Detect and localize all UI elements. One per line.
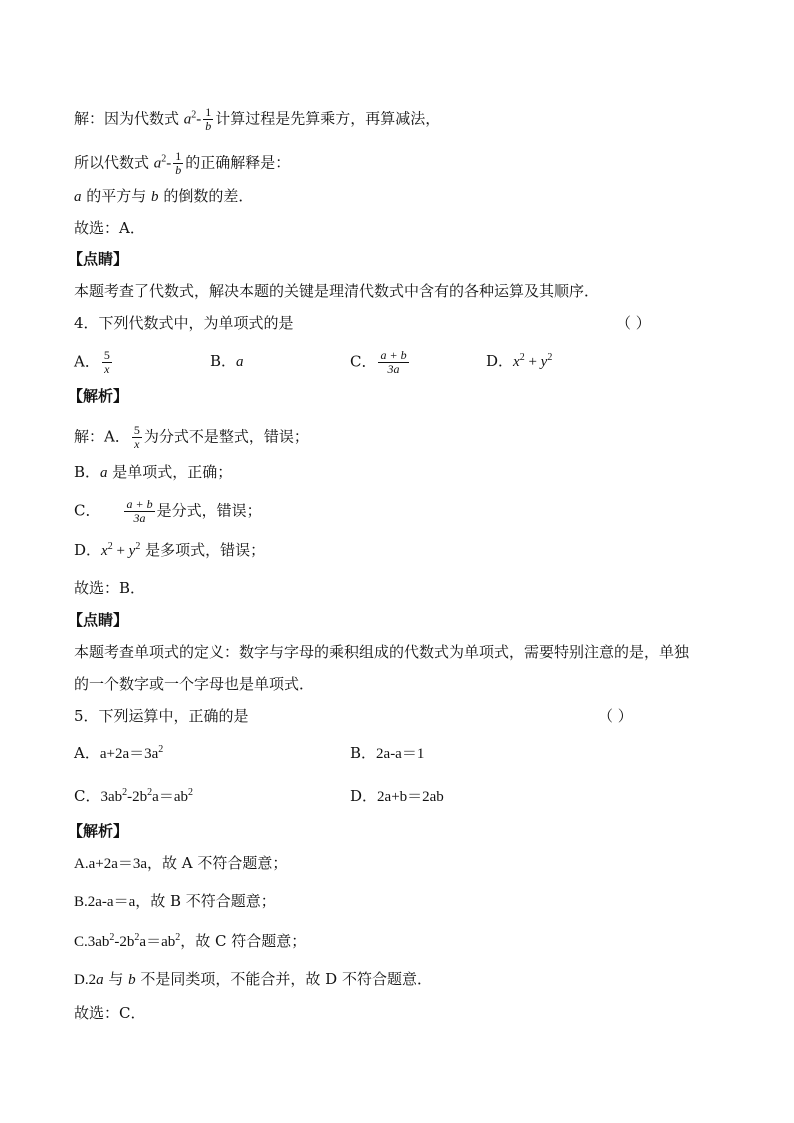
text: 不是同类项，不能合并，故 D 不符合题意． (135, 970, 432, 988)
text: 为分式不是整式，错误； (143, 427, 309, 446)
numerator: a + b (126, 497, 153, 511)
expression: a＝ab (152, 789, 188, 805)
math-var: x (513, 354, 520, 370)
option-label: B． (210, 352, 237, 370)
expression: B.2a-a＝a (74, 894, 136, 910)
exponent: 2 (519, 352, 525, 363)
comment-line-1: 本题考查单项式的定义：数字与字母的乘积组成的代数式为单项式，需要特别注意的是，单独 (74, 643, 690, 661)
option-label: A． (74, 352, 100, 371)
minus: - (196, 111, 202, 128)
math-var: y (128, 543, 136, 559)
fraction (124, 498, 154, 525)
section-heading-dianjing: 【点睛】 (68, 250, 129, 268)
minus: - (166, 155, 172, 172)
section-heading-jiexi: 【解析】 (68, 387, 129, 405)
option-label: D． (486, 352, 514, 370)
option-label: B． (350, 744, 377, 762)
solution-line-3 (74, 186, 253, 207)
text: B． (74, 463, 101, 481)
exponent: 2 (191, 109, 197, 121)
text: 的倒数的差． (158, 187, 254, 205)
expression: a＝ab (139, 934, 176, 950)
solution-5-a (74, 853, 287, 874)
section-heading-dianjing: 【点睛】 (68, 611, 129, 629)
option-b (350, 743, 424, 764)
denominator: 3a (133, 511, 146, 525)
math-var: a (100, 465, 108, 481)
expression: a+2a＝3a (99, 746, 159, 762)
text: 是多项式，错误； (140, 541, 266, 559)
exponent: 2 (187, 787, 193, 798)
answer-line: 故选：C． (74, 1004, 146, 1022)
plus: + (112, 543, 129, 559)
denominator: b (175, 163, 182, 177)
exponent: 2 (161, 153, 167, 165)
option-a (74, 349, 114, 376)
math-var: a (183, 111, 192, 128)
option-label: C． (74, 787, 101, 805)
fraction (173, 150, 183, 177)
denominator: b (205, 119, 212, 133)
numerator: 5 (133, 423, 140, 437)
denominator: x (104, 362, 110, 376)
text: 是单项式，正确； (107, 463, 233, 481)
answer-paren: （ ） (598, 707, 633, 725)
section-heading-jiexi: 【解析】 (68, 822, 129, 840)
expression: 3ab (100, 789, 123, 805)
text: D． (74, 541, 102, 559)
fraction (132, 424, 142, 451)
fraction (378, 349, 408, 376)
exponent: 2 (135, 541, 141, 552)
math-var: b (151, 189, 159, 205)
fraction (203, 106, 213, 133)
math-var: x (101, 543, 108, 559)
answer-paren: （ ） (616, 314, 651, 332)
numerator: 5 (103, 348, 110, 362)
expression: D.2 (74, 972, 97, 988)
expression: 2a-a＝1 (376, 746, 425, 762)
math-var: b (128, 972, 136, 988)
question-4-stem: 4．下列代数式中，为单项式的是 (74, 314, 294, 332)
math-var: y (540, 354, 548, 370)
option-label: D． (350, 787, 378, 805)
solution-4-c (74, 498, 262, 525)
comment-line-2: 的一个数字或一个字母也是单项式． (74, 675, 315, 693)
solution-line-2 (74, 150, 290, 177)
text: 计算过程是先算乘方，再算减法， (215, 109, 441, 128)
exponent: 2 (158, 744, 164, 755)
option-label: A． (74, 744, 100, 762)
text: ，故 C 符合题意； (180, 932, 307, 950)
expression: -2b (127, 789, 148, 805)
exponent: 2 (109, 932, 115, 943)
numerator: 1 (175, 149, 182, 163)
solution-5-b (74, 891, 276, 912)
text: 解：A． (74, 427, 130, 446)
text: C． (74, 501, 101, 520)
text: 与 (103, 970, 129, 988)
math-var: a (236, 354, 244, 370)
text: 的平方与 (81, 187, 152, 205)
exponent: 2 (547, 352, 553, 363)
exponent: 2 (134, 932, 140, 943)
option-a (74, 743, 163, 764)
numerator: 1 (205, 105, 212, 119)
denominator: 3a (387, 362, 400, 376)
math-var: a (96, 972, 104, 988)
solution-line-1 (74, 106, 440, 133)
option-d (486, 351, 552, 372)
exponent: 2 (175, 932, 181, 943)
exponent: 2 (107, 541, 113, 552)
expression: A.a+2a＝3a (74, 856, 148, 872)
text: ，故 B 不符合题意； (135, 892, 276, 910)
solution-4-b (74, 462, 232, 483)
solution-5-c (74, 931, 306, 952)
math-var: a (74, 189, 82, 205)
fraction (102, 349, 112, 376)
denominator: x (134, 437, 140, 451)
expression: 2a+b＝2ab (377, 789, 444, 805)
answer-line: 故选：B． (74, 579, 146, 597)
option-d (350, 786, 444, 807)
solution-5-d (74, 969, 432, 990)
answer-line: 故选：A． (74, 219, 145, 237)
solution-4-a (74, 424, 309, 451)
text: 解：因为代数式 (74, 109, 184, 128)
text: 是分式，错误； (156, 501, 262, 520)
expression: -2b (114, 934, 135, 950)
text: ，故 A 不符合题意； (147, 854, 288, 872)
option-c (350, 349, 411, 376)
math-var: a (153, 155, 162, 172)
text: 的正确解释是： (185, 153, 291, 172)
question-5-stem: 5．下列运算中，正确的是 (74, 707, 249, 725)
solution-4-d (74, 540, 265, 561)
exponent: 2 (122, 787, 128, 798)
text: 所以代数式 (74, 153, 154, 172)
comment-line: 本题考查了代数式，解决本题的关键是理清代数式中含有的各种运算及其顺序． (74, 282, 600, 300)
numerator: a + b (380, 348, 407, 362)
plus: + (524, 354, 541, 370)
expression: C.3ab (74, 934, 110, 950)
option-b (210, 351, 244, 372)
option-label: C． (350, 352, 377, 371)
option-c (74, 786, 193, 807)
exponent: 2 (147, 787, 153, 798)
